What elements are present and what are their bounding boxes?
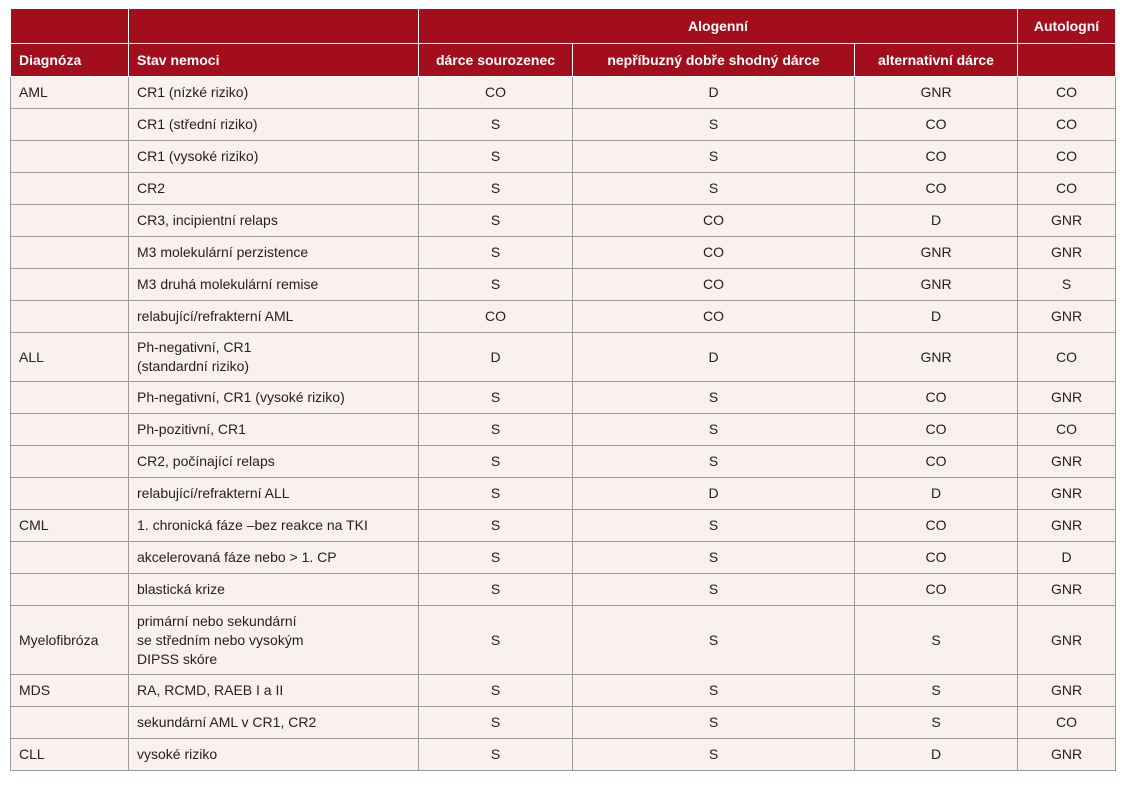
cell-diagnoza	[11, 237, 129, 269]
table-row	[11, 109, 1116, 141]
cell-nepribuzny-darce: D	[573, 478, 855, 510]
cell-nepribuzny-darce: S	[573, 510, 855, 542]
cell-alternativni-darce: D	[855, 478, 1018, 510]
cell-darce-sourozenec: S	[419, 109, 573, 141]
cell-alternativni-darce: GNR	[855, 269, 1018, 301]
cell-nepribuzny-darce: S	[573, 739, 855, 771]
cell-darce-sourozenec: CO	[419, 301, 573, 333]
cell-alternativni-darce: GNR	[855, 333, 1018, 382]
table-row	[11, 77, 1116, 109]
table-row	[11, 574, 1116, 606]
cell-alternativni-darce: D	[855, 739, 1018, 771]
cell-nepribuzny-darce: D	[573, 77, 855, 109]
cell-alternativni-darce: CO	[855, 574, 1018, 606]
cell-nepribuzny-darce: S	[573, 606, 855, 675]
cell-autologni: CO	[1018, 707, 1116, 739]
cell-nepribuzny-darce: CO	[573, 301, 855, 333]
cell-diagnoza	[11, 173, 129, 205]
header-autologni: Autologní	[1018, 9, 1116, 44]
cell-nepribuzny-darce: S	[573, 173, 855, 205]
cell-autologni: GNR	[1018, 675, 1116, 707]
cell-stav-nemoci	[129, 414, 419, 446]
cell-nepribuzny-darce: CO	[573, 237, 855, 269]
cell-darce-sourozenec: S	[419, 574, 573, 606]
cell-autologni: S	[1018, 269, 1116, 301]
table-row	[11, 237, 1116, 269]
cell-alternativni-darce: CO	[855, 141, 1018, 173]
table-row	[11, 446, 1116, 478]
cell-autologni: D	[1018, 542, 1116, 574]
cell-stav-nemoci	[129, 675, 419, 707]
cell-diagnoza	[11, 301, 129, 333]
header-nepribuzny-darce: nepříbuzný dobře shodný dárce	[573, 44, 855, 77]
cell-darce-sourozenec: S	[419, 446, 573, 478]
cell-stav-nemoci	[129, 269, 419, 301]
cell-autologni: GNR	[1018, 739, 1116, 771]
cell-autologni: CO	[1018, 141, 1116, 173]
cell-nepribuzny-darce: CO	[573, 269, 855, 301]
table-row	[11, 414, 1116, 446]
cell-diagnoza: CML	[11, 510, 129, 542]
cell-diagnoza	[11, 141, 129, 173]
stav-nemoci-text: Ph-negativní, CR1 (standardní riziko)	[137, 339, 252, 374]
cell-nepribuzny-darce: CO	[573, 205, 855, 237]
cell-stav-nemoci	[129, 606, 419, 675]
cell-darce-sourozenec: CO	[419, 77, 573, 109]
cell-stav-nemoci	[129, 173, 419, 205]
stav-nemoci-text: relabující/refrakterní ALL	[137, 485, 290, 501]
cell-darce-sourozenec: S	[419, 542, 573, 574]
cell-darce-sourozenec: S	[419, 510, 573, 542]
cell-nepribuzny-darce: S	[573, 675, 855, 707]
cell-stav-nemoci	[129, 109, 419, 141]
cell-diagnoza: ALL	[11, 333, 129, 382]
cell-darce-sourozenec: S	[419, 269, 573, 301]
header-stav-nemoci: Stav nemoci	[129, 44, 419, 77]
cell-stav-nemoci	[129, 205, 419, 237]
header-darce-sourozenec: dárce sourozenec	[419, 44, 573, 77]
header-alternativni-darce: alternativní dárce	[855, 44, 1018, 77]
cell-stav-nemoci	[129, 542, 419, 574]
table-header	[11, 9, 1116, 77]
header-alogenni: Alogenní	[419, 9, 1018, 44]
cell-diagnoza: AML	[11, 77, 129, 109]
cell-alternativni-darce: S	[855, 707, 1018, 739]
cell-autologni: GNR	[1018, 205, 1116, 237]
cell-diagnoza	[11, 382, 129, 414]
table-row	[11, 606, 1116, 675]
cell-nepribuzny-darce: S	[573, 382, 855, 414]
table-row	[11, 141, 1116, 173]
cell-diagnoza: MDS	[11, 675, 129, 707]
cell-alternativni-darce: GNR	[855, 77, 1018, 109]
cell-diagnoza	[11, 478, 129, 510]
table-row	[11, 382, 1116, 414]
cell-diagnoza	[11, 205, 129, 237]
cell-nepribuzny-darce: S	[573, 574, 855, 606]
stav-nemoci-text: CR2, počínající relaps	[137, 453, 275, 469]
table-row	[11, 542, 1116, 574]
cell-nepribuzny-darce: S	[573, 542, 855, 574]
cell-autologni: GNR	[1018, 237, 1116, 269]
cell-diagnoza	[11, 414, 129, 446]
table-row	[11, 739, 1116, 771]
cell-autologni: CO	[1018, 333, 1116, 382]
stav-nemoci-text: 1. chronická fáze –bez reakce na TKI	[137, 517, 368, 533]
header-empty-cell	[11, 9, 129, 44]
table-row	[11, 301, 1116, 333]
table-row	[11, 478, 1116, 510]
header-row-top	[11, 9, 1116, 44]
cell-stav-nemoci	[129, 77, 419, 109]
cell-darce-sourozenec: S	[419, 173, 573, 205]
table-row	[11, 707, 1116, 739]
cell-diagnoza	[11, 109, 129, 141]
cell-autologni: GNR	[1018, 606, 1116, 675]
stav-nemoci-text: CR1 (nízké riziko)	[137, 84, 249, 100]
cell-stav-nemoci	[129, 382, 419, 414]
header-empty-cell	[129, 9, 419, 44]
header-row-bottom	[11, 44, 1116, 77]
cell-stav-nemoci	[129, 574, 419, 606]
cell-autologni: CO	[1018, 77, 1116, 109]
cell-stav-nemoci	[129, 510, 419, 542]
cell-darce-sourozenec: S	[419, 606, 573, 675]
cell-stav-nemoci	[129, 707, 419, 739]
stav-nemoci-text: vysoké riziko	[137, 746, 218, 762]
cell-diagnoza	[11, 542, 129, 574]
table-row	[11, 269, 1116, 301]
cell-alternativni-darce: CO	[855, 382, 1018, 414]
stav-nemoci-text: Ph-pozitivní, CR1	[137, 421, 246, 437]
stav-nemoci-text: RA, RCMD, RAEB I a II	[137, 682, 284, 698]
cell-stav-nemoci	[129, 301, 419, 333]
cell-alternativni-darce: GNR	[855, 237, 1018, 269]
stav-nemoci-text: relabující/refrakterní AML	[137, 308, 294, 324]
cell-darce-sourozenec: S	[419, 675, 573, 707]
cell-darce-sourozenec: S	[419, 707, 573, 739]
cell-autologni: CO	[1018, 109, 1116, 141]
stav-nemoci-text: M3 druhá molekulární remise	[137, 276, 319, 292]
cell-diagnoza	[11, 574, 129, 606]
header-empty-cell	[1018, 44, 1116, 77]
cell-autologni: GNR	[1018, 478, 1116, 510]
cell-diagnoza	[11, 446, 129, 478]
cell-darce-sourozenec: S	[419, 478, 573, 510]
cell-autologni: GNR	[1018, 301, 1116, 333]
cell-stav-nemoci	[129, 141, 419, 173]
stav-nemoci-text: akcelerovaná fáze nebo > 1. CP	[137, 549, 337, 565]
stav-nemoci-text: Ph-negativní, CR1 (vysoké riziko)	[137, 389, 345, 405]
table-row	[11, 675, 1116, 707]
transplant-indications-table	[10, 8, 1116, 771]
cell-darce-sourozenec: S	[419, 414, 573, 446]
table-container	[10, 8, 1116, 771]
table-body	[11, 77, 1116, 771]
cell-alternativni-darce: CO	[855, 542, 1018, 574]
table-row	[11, 173, 1116, 205]
cell-alternativni-darce: CO	[855, 446, 1018, 478]
cell-alternativni-darce: CO	[855, 510, 1018, 542]
cell-alternativni-darce: D	[855, 301, 1018, 333]
cell-alternativni-darce: S	[855, 606, 1018, 675]
cell-darce-sourozenec: D	[419, 333, 573, 382]
cell-alternativni-darce: CO	[855, 414, 1018, 446]
stav-nemoci-text: blastická krize	[137, 581, 225, 597]
cell-nepribuzny-darce: S	[573, 414, 855, 446]
cell-stav-nemoci	[129, 237, 419, 269]
cell-diagnoza	[11, 707, 129, 739]
cell-nepribuzny-darce: S	[573, 707, 855, 739]
table-row	[11, 510, 1116, 542]
cell-nepribuzny-darce: S	[573, 446, 855, 478]
cell-stav-nemoci	[129, 739, 419, 771]
cell-autologni: GNR	[1018, 446, 1116, 478]
cell-nepribuzny-darce: D	[573, 333, 855, 382]
cell-nepribuzny-darce: S	[573, 109, 855, 141]
cell-diagnoza: Myelofibróza	[11, 606, 129, 675]
cell-darce-sourozenec: S	[419, 141, 573, 173]
cell-autologni: GNR	[1018, 574, 1116, 606]
cell-autologni: CO	[1018, 414, 1116, 446]
cell-stav-nemoci	[129, 333, 419, 382]
stav-nemoci-text: primární nebo sekundární se středním nebo vysokým DIPSS skóre	[137, 612, 304, 667]
cell-darce-sourozenec: S	[419, 205, 573, 237]
stav-nemoci-text: CR1 (vysoké riziko)	[137, 148, 259, 164]
cell-diagnoza	[11, 269, 129, 301]
cell-alternativni-darce: D	[855, 205, 1018, 237]
cell-alternativni-darce: S	[855, 675, 1018, 707]
cell-darce-sourozenec: S	[419, 739, 573, 771]
stav-nemoci-text: M3 molekulární perzistence	[137, 244, 309, 260]
cell-diagnoza: CLL	[11, 739, 129, 771]
header-diagnoza: Diagnóza	[11, 44, 129, 77]
cell-stav-nemoci	[129, 478, 419, 510]
cell-autologni: GNR	[1018, 510, 1116, 542]
stav-nemoci-text: CR3, incipientní relaps	[137, 212, 278, 228]
table-row	[11, 205, 1116, 237]
cell-stav-nemoci	[129, 446, 419, 478]
cell-autologni: GNR	[1018, 382, 1116, 414]
cell-alternativni-darce: CO	[855, 109, 1018, 141]
cell-darce-sourozenec: S	[419, 382, 573, 414]
stav-nemoci-text: sekundární AML v CR1, CR2	[137, 714, 317, 730]
cell-nepribuzny-darce: S	[573, 141, 855, 173]
cell-autologni: CO	[1018, 173, 1116, 205]
table-row	[11, 333, 1116, 382]
stav-nemoci-text: CR1 (střední riziko)	[137, 116, 258, 132]
stav-nemoci-text: CR2	[137, 180, 166, 196]
cell-alternativni-darce: CO	[855, 173, 1018, 205]
cell-darce-sourozenec: S	[419, 237, 573, 269]
